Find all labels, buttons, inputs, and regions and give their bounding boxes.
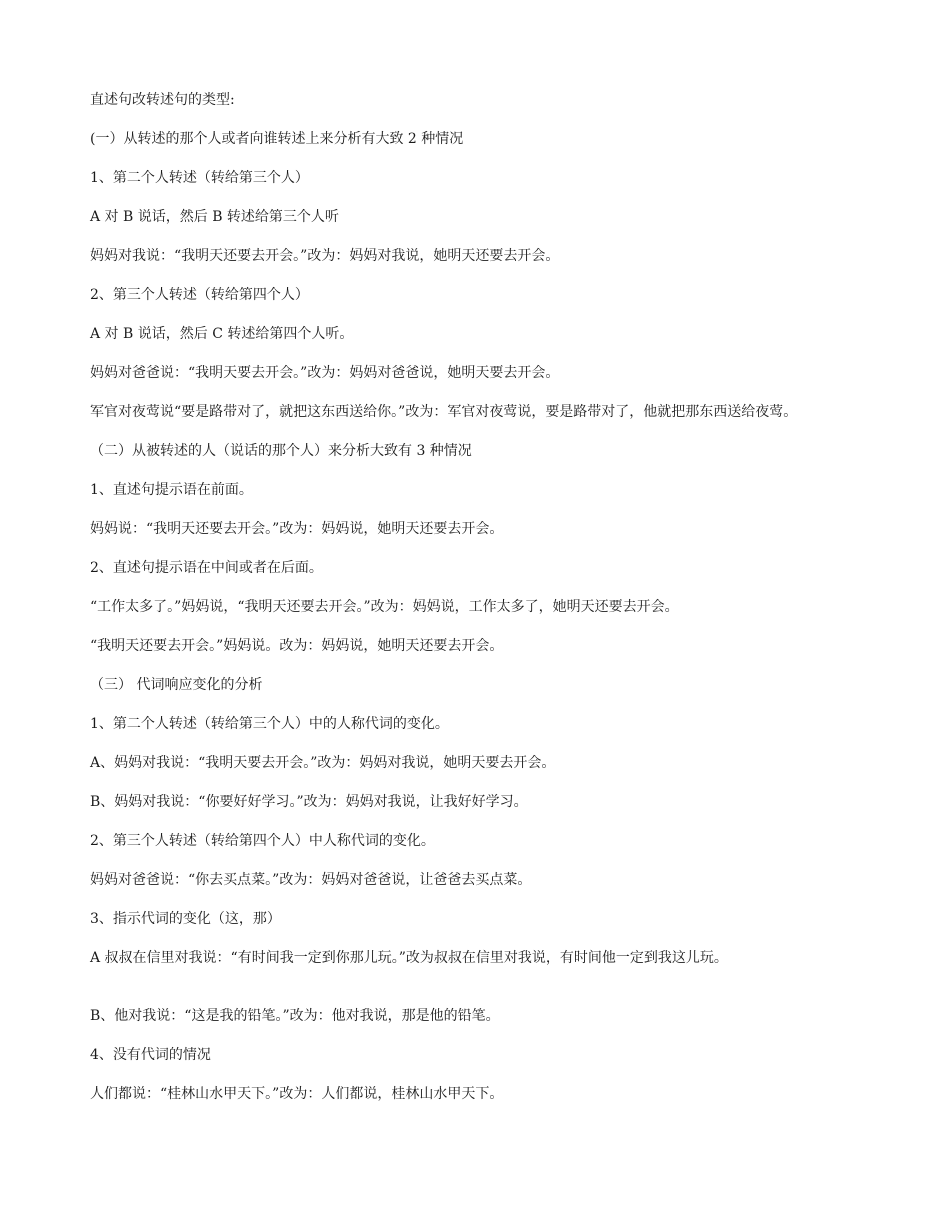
subheading: 4、没有代词的情况 bbox=[90, 1047, 211, 1063]
paragraph: A 对 B 说话，然后 B 转述给第三个人听 bbox=[90, 209, 339, 225]
example: 军官对夜莺说“要是路带对了，就把这东西送给你。”改为：军官对夜莺说，要是路带对了，他就把那东西送给夜莺。 bbox=[90, 404, 798, 420]
subheading: 2、第三个人转述（转给第四个人） bbox=[90, 287, 309, 303]
subheading: 1、直述句提示语在前面。 bbox=[90, 482, 253, 498]
example: 妈妈说：“我明天还要去开会。”改为：妈妈说，她明天还要去开会。 bbox=[90, 521, 504, 537]
subheading: 1、第二个人转述（转给第三个人） bbox=[90, 170, 309, 186]
example: A、妈妈对我说：“我明天要去开会。”改为：妈妈对我说，她明天要去开会。 bbox=[90, 755, 556, 771]
subheading: 2、第三个人转述（转给第四个人）中人称代词的变化。 bbox=[90, 833, 435, 849]
example: “我明天还要去开会。”妈妈说。改为：妈妈说，她明天还要去开会。 bbox=[90, 638, 504, 654]
section-heading-1: (一）从转述的那个人或者向谁转述上来分析有大致 2 种情况 bbox=[90, 131, 464, 147]
example: B、他对我说：“这是我的铅笔。”改为：他对我说，那是他的铅笔。 bbox=[90, 1008, 500, 1024]
section-heading-2: （二）从被转述的人（说话的那个人）来分析大致有 3 种情况 bbox=[90, 443, 472, 459]
example: 妈妈对爸爸说：“你去买点菜。”改为：妈妈对爸爸说，让爸爸去买点菜。 bbox=[90, 872, 532, 888]
document-page bbox=[90, 90, 870, 1104]
example: B、妈妈对我说：“你要好好学习。”改为：妈妈对我说，让我好好学习。 bbox=[90, 794, 528, 810]
example: 妈妈对我说：“我明天还要去开会。”改为：妈妈对我说，她明天还要去开会。 bbox=[90, 248, 560, 264]
paragraph: A 对 B 说话，然后 C 转述给第四个人听。 bbox=[90, 326, 354, 342]
heading: 直述句改转述句的类型: bbox=[90, 92, 235, 108]
subheading: 3、指示代词的变化（这，那） bbox=[90, 911, 281, 927]
subheading: 1、第二个人转述（转给第三个人）中的人称代词的变化。 bbox=[90, 716, 449, 732]
section-heading-3: （三） 代词响应变化的分析 bbox=[90, 677, 263, 693]
example: “工作太多了。”妈妈说，“我明天还要去开会。”改为：妈妈说，工作太多了，她明天还要去开会。 bbox=[90, 599, 679, 615]
subheading: 2、直述句提示语在中间或者在后面。 bbox=[90, 560, 323, 576]
example: 妈妈对爸爸说：“我明天要去开会。”改为：妈妈对爸爸说，她明天要去开会。 bbox=[90, 365, 560, 381]
example: 人们都说：“桂林山水甲天下。”改为：人们都说，桂林山水甲天下。 bbox=[90, 1086, 504, 1102]
example: A 叔叔在信里对我说：“有时间我一定到你那儿玩。”改为叔叔在信里对我说，有时间他一定到我这儿玩。 bbox=[90, 950, 728, 966]
